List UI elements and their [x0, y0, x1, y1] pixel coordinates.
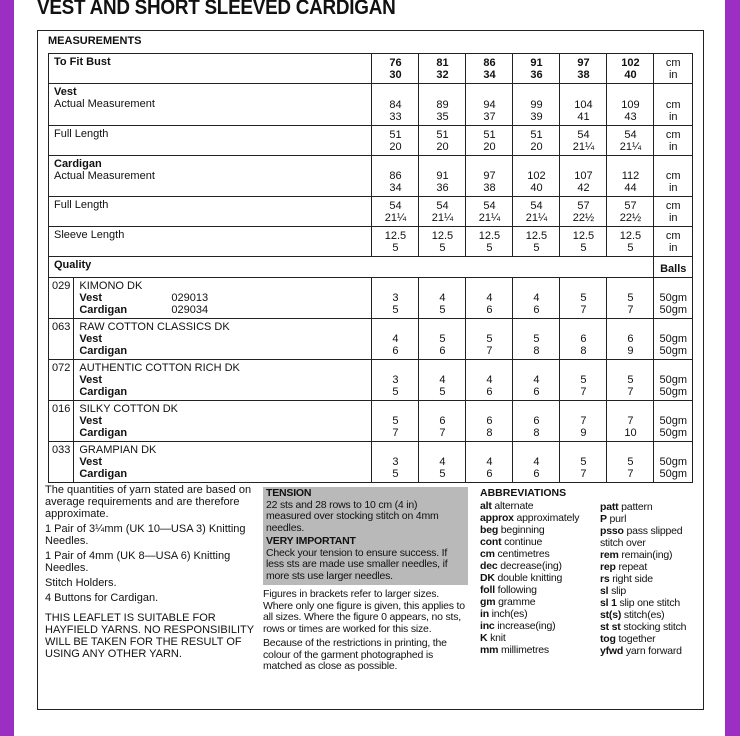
size-cell: 54 21¼	[419, 197, 466, 227]
row-label: Sleeve Length	[49, 227, 372, 257]
yarn-name-cell: SILKY COTTON DK Vest Cardigan	[74, 401, 372, 442]
weight-cell: 50gm 50gm	[654, 278, 693, 319]
balls-cell: 4 6	[466, 278, 513, 319]
size-cell: 51 20	[372, 126, 419, 156]
unit-cell: cm in	[654, 54, 693, 84]
measurements-table	[48, 53, 693, 483]
size-cell: 12.5 5	[419, 227, 466, 257]
balls-cell: 6 8	[466, 401, 513, 442]
quality-label: Quality	[49, 257, 654, 278]
yarn-code: 072	[49, 360, 74, 401]
balls-cell: 5 7	[607, 360, 654, 401]
weight-cell: 50gm 50gm	[654, 360, 693, 401]
balls-cell: 5 7	[607, 442, 654, 483]
size-cell: 54 21¼	[607, 126, 654, 156]
size-cell: 109 43	[607, 84, 654, 126]
material-item: The quantities of yarn stated are based on average requirements and are therefore approximate.	[45, 484, 252, 520]
abbreviation-item: in inch(es)	[480, 608, 528, 620]
balls-cell: 4 6	[466, 360, 513, 401]
size-cell: 91 36	[419, 156, 466, 197]
size-cell: 112 44	[607, 156, 654, 197]
unit-cell: cm in	[654, 126, 693, 156]
balls-cell: 7 10	[607, 401, 654, 442]
tension-and-notes-column	[263, 487, 468, 676]
size-cell: 54 21¼	[466, 197, 513, 227]
abbreviation-item: DK double knitting	[480, 572, 563, 584]
balls-cell: 3 5	[372, 360, 419, 401]
unit-cell: cm in	[654, 84, 693, 126]
abbreviation-item: cont continue	[480, 536, 543, 548]
row-label: To Fit Bust	[49, 54, 372, 84]
abbreviation-item: inc increase(ing)	[480, 620, 556, 632]
measurements-heading: MEASUREMENTS	[48, 35, 142, 47]
disclaimer: THIS LEAFLET IS SUITABLE FOR HAYFIELD YARNS. NO RESPONSIBILITY WILL BE TAKEN FOR THE RESULT OF USING ANY OTHER YARN.	[45, 612, 254, 660]
size-cell: 97 38	[560, 54, 607, 84]
size-cell: 104 41	[560, 84, 607, 126]
balls-cell: 5 7	[560, 360, 607, 401]
balls-cell: 4 5	[419, 360, 466, 401]
abbreviation-item: cm centimetres	[480, 548, 550, 560]
material-item: Stitch Holders.	[45, 577, 117, 589]
balls-label: Balls	[654, 257, 693, 278]
fit-bust-row	[49, 54, 693, 84]
row-label: Vest Actual Measurement	[49, 84, 372, 126]
size-cell: 76 30	[372, 54, 419, 84]
note: Figures in brackets refer to larger sizes. Where only one figure is given, this applies to all sizes. Where the figure 0 appears, no sts, rows or times are worked for this size.	[263, 588, 465, 635]
balls-cell: 5 7	[372, 401, 419, 442]
weight-cell: 50gm 50gm	[654, 319, 693, 360]
balls-cell: 5 7	[607, 278, 654, 319]
size-cell: 57 22½	[607, 197, 654, 227]
size-cell: 12.5 5	[607, 227, 654, 257]
size-cell: 12.5 5	[560, 227, 607, 257]
material-item: 1 Pair of 4mm (UK 8—USA 6) Knitting Needles.	[45, 550, 231, 574]
yarn-code: 063	[49, 319, 74, 360]
material-item: 1 Pair of 3¼mm (UK 10—USA 3) Knitting Needles.	[45, 523, 246, 547]
balls-cell: 5 7	[560, 278, 607, 319]
balls-cell: 6 8	[513, 401, 560, 442]
row-label: Full Length	[49, 126, 372, 156]
measurement-row	[49, 84, 693, 126]
size-cell: 86 34	[372, 156, 419, 197]
abbreviation-item: patt pattern	[600, 501, 653, 513]
yarn-row	[49, 278, 693, 319]
abbreviation-item: P purl	[600, 513, 627, 525]
balls-cell: 4 6	[513, 278, 560, 319]
abbreviation-item: K knit	[480, 632, 506, 644]
unit-cell: cm in	[654, 227, 693, 257]
size-cell: 102 40	[513, 156, 560, 197]
size-cell: 12.5 5	[513, 227, 560, 257]
note: Because of the restrictions in printing, the colour of the garment photographed is matched as close as possible.	[263, 637, 447, 672]
size-cell: 81 32	[419, 54, 466, 84]
abbreviation-item: mm millimetres	[480, 644, 549, 656]
size-cell: 84 33	[372, 84, 419, 126]
material-item: 4 Buttons for Cardigan.	[45, 592, 159, 604]
size-cell: 12.5 5	[372, 227, 419, 257]
measurement-row	[49, 156, 693, 197]
size-cell: 102 40	[607, 54, 654, 84]
measurement-row	[49, 227, 693, 257]
abbreviation-item: rs right side	[600, 573, 653, 585]
tension-text: 22 sts and 28 rows to 10 cm (4 in) measured over stocking stitch on 4mm needles.	[266, 498, 439, 534]
yarn-code: 033	[49, 442, 74, 483]
size-cell: 89 35	[419, 84, 466, 126]
balls-cell: 6 8	[560, 319, 607, 360]
unit-cell: cm in	[654, 156, 693, 197]
balls-cell: 4 5	[419, 442, 466, 483]
abbreviations-section	[480, 487, 700, 657]
yarn-row	[49, 401, 693, 442]
balls-cell: 4 6	[372, 319, 419, 360]
weight-cell: 50gm 50gm	[654, 442, 693, 483]
balls-cell: 4 6	[466, 442, 513, 483]
right-border	[725, 0, 740, 736]
unit-cell: cm in	[654, 197, 693, 227]
yarn-row	[49, 319, 693, 360]
row-label: Cardigan Actual Measurement	[49, 156, 372, 197]
measurement-row	[49, 197, 693, 227]
size-cell: 54 21¼	[513, 197, 560, 227]
measurement-row	[49, 126, 693, 156]
abbreviation-item: beg beginning	[480, 524, 545, 536]
size-cell: 12.5 5	[466, 227, 513, 257]
abbreviations-heading: ABBREVIATIONS	[480, 487, 567, 499]
balls-cell: 5 7	[466, 319, 513, 360]
balls-cell: 5 8	[513, 319, 560, 360]
abbreviation-item: sl 1 slip one stitch	[600, 597, 681, 609]
abbreviation-item: approx approximately	[480, 512, 580, 524]
row-label: Full Length	[49, 197, 372, 227]
abbreviation-item: gm gramme	[480, 596, 536, 608]
balls-cell: 6 7	[419, 401, 466, 442]
yarn-name-cell: GRAMPIAN DK Vest Cardigan	[74, 442, 372, 483]
page-title: VEST AND SHORT SLEEVED CARDIGAN	[37, 0, 396, 19]
balls-cell: 7 9	[560, 401, 607, 442]
size-cell: 54 21¼	[372, 197, 419, 227]
yarn-code: 029	[49, 278, 74, 319]
left-border	[0, 0, 14, 736]
yarn-name-cell: KIMONO DK Vest 029013 Cardigan 029034	[74, 278, 372, 319]
size-cell: 94 37	[466, 84, 513, 126]
yarn-name-cell: RAW COTTON CLASSICS DK Vest Cardigan	[74, 319, 372, 360]
abbreviation-item: yfwd yarn forward	[600, 645, 682, 657]
size-cell: 51 20	[513, 126, 560, 156]
yarn-name-cell: AUTHENTIC COTTON RICH DK Vest Cardigan	[74, 360, 372, 401]
balls-cell: 4 5	[419, 278, 466, 319]
abbreviation-item: alt alternate	[480, 500, 534, 512]
balls-cell: 4 6	[513, 442, 560, 483]
abbreviation-item: psso pass slipped	[600, 525, 683, 537]
balls-cell: 5 7	[560, 442, 607, 483]
balls-cell: 5 6	[419, 319, 466, 360]
notes-section	[263, 589, 468, 673]
important-text: Check your tension to ensure success. If less sts are made use smaller needles, if more sts use larger needles.	[266, 546, 448, 582]
tension-box	[263, 487, 468, 585]
tension-heading: TENSION	[266, 487, 312, 499]
size-cell: 91 36	[513, 54, 560, 84]
size-cell: 51 20	[419, 126, 466, 156]
size-cell: 99 39	[513, 84, 560, 126]
abbreviation-item: tog together	[600, 633, 656, 645]
abbreviation-item: dec decrease(ing)	[480, 560, 562, 572]
balls-cell: 3 5	[372, 278, 419, 319]
abbreviation-item: rep repeat	[600, 561, 648, 573]
balls-cell: 6 9	[607, 319, 654, 360]
weight-cell: 50gm 50gm	[654, 401, 693, 442]
balls-cell: 4 6	[513, 360, 560, 401]
abbreviation-item: sl slip	[600, 585, 627, 597]
size-cell: 97 38	[466, 156, 513, 197]
size-cell: 107 42	[560, 156, 607, 197]
important-heading: VERY IMPORTANT	[266, 535, 356, 547]
size-cell: 86 34	[466, 54, 513, 84]
abbreviation-item: rem remain(ing)	[600, 549, 673, 561]
yarn-code: 016	[49, 401, 74, 442]
yarn-row	[49, 360, 693, 401]
yarn-row	[49, 442, 693, 483]
size-cell: 51 20	[466, 126, 513, 156]
quality-row	[49, 257, 693, 278]
size-cell: 57 22½	[560, 197, 607, 227]
materials-section	[45, 484, 255, 663]
abbreviation-item: st st stocking stitch	[600, 621, 687, 633]
abbreviation-item: st(s) stitch(es)	[600, 609, 665, 621]
balls-cell: 3 5	[372, 442, 419, 483]
abbreviation-item: stitch over	[600, 537, 646, 549]
size-cell: 54 21¼	[560, 126, 607, 156]
abbreviation-item: foll following	[480, 584, 537, 596]
